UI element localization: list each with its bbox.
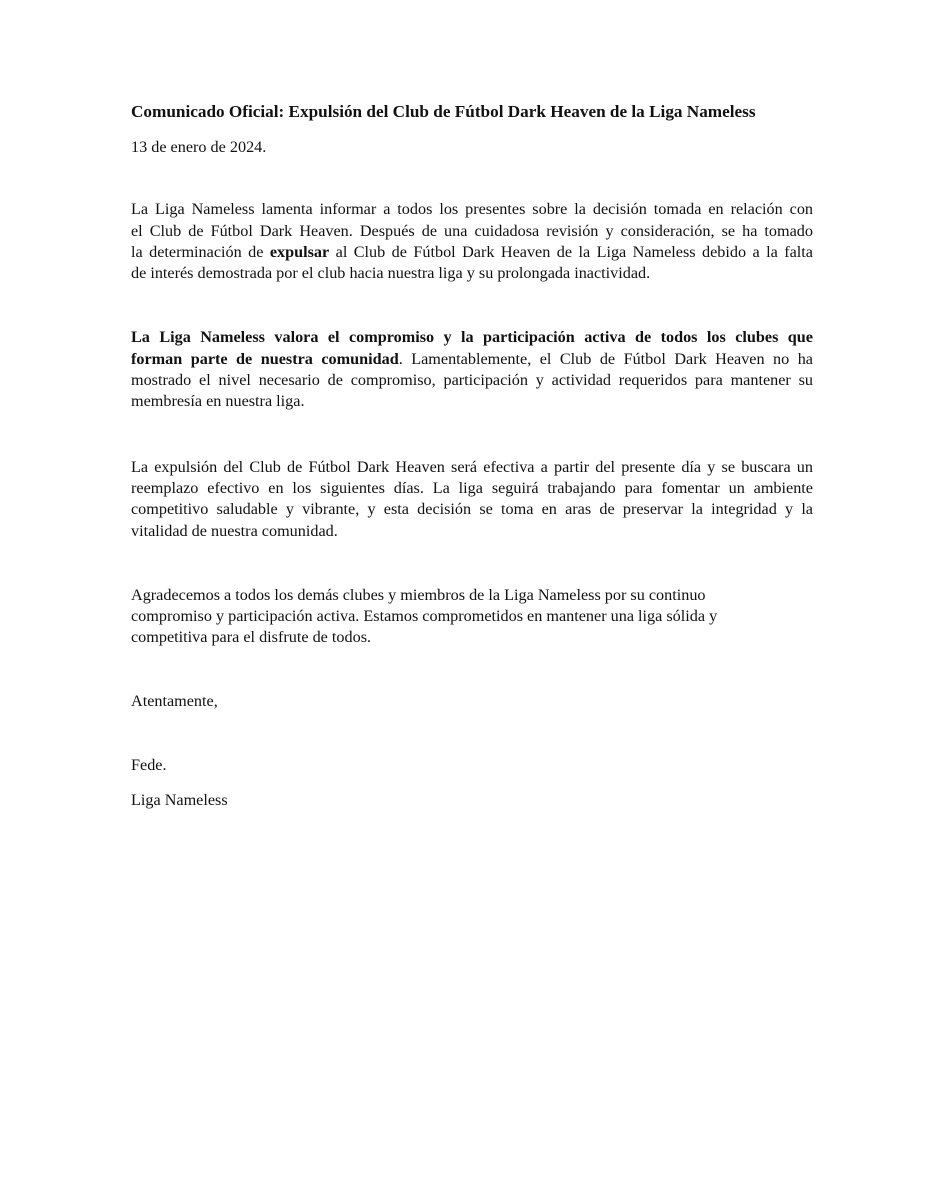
bold-text-expulsar: expulsar (269, 242, 330, 261)
document-title: Comunicado Oficial: Expulsión del Club de Fútbol Dark Heaven de la Liga Nameless (131, 102, 756, 121)
paragraph-line: competitiva para el disfrute de todos. (131, 628, 372, 647)
signature-name: Fede. (131, 756, 167, 775)
document-date: 13 de enero de 2024. (131, 138, 267, 156)
paragraph-line: membresía en nuestra liga. (131, 392, 305, 411)
text-run: al Club de Fútbol Dark Heaven de la Liga Nameless debido a la falta (329, 242, 813, 261)
paragraph-effective (131, 457, 813, 542)
paragraph-line: compromiso y participación activa. Estamos comprometidos en mantener una liga sólida y (131, 607, 718, 626)
paragraph-line: Agradecemos a todos los demás clubes y miembros de la Liga Nameless por su continuo (131, 585, 706, 604)
paragraph-line: el Club de Fútbol Dark Heaven. Después de una cuidadosa revisión y consideración, se ha tomado (131, 221, 813, 240)
document-body (131, 100, 813, 812)
paragraph-line: La Liga Nameless lamenta informar a todos los presentes sobre la decisión tomada en relación con (131, 200, 813, 219)
paragraph-line (131, 242, 813, 263)
paragraph-line: vitalidad de nuestra comunidad. (131, 521, 338, 540)
paragraph-commitment (131, 327, 813, 412)
text-run: la determinación de (131, 242, 270, 261)
paragraph-line: competitivo saludable y vibrante, y esta decisión se toma en aras de preservar la integridad y la (131, 500, 813, 519)
paragraph-thanks (131, 585, 813, 649)
bold-text-statement-end: forman parte de nuestra comunidad (131, 349, 399, 368)
signature-organization: Liga Nameless (131, 791, 228, 810)
paragraph-line (131, 327, 813, 348)
paragraph-line: reemplazo efectivo en los siguientes días. La liga seguirá trabajando para fomentar un ambiente (131, 478, 813, 497)
paragraph-line (131, 349, 813, 370)
text-run: . Lamentablemente, el Club de Fútbol Dark Heaven no ha (398, 349, 813, 368)
paragraph-line: La expulsión del Club de Fútbol Dark Heaven será efectiva a partir del presente día y se buscara un (131, 457, 813, 476)
paragraph-line: de interés demostrada por el club hacia nuestra liga y su prolongada inactividad. (131, 264, 651, 283)
closing-salutation: Atentamente, (131, 691, 218, 710)
paragraph-announcement (131, 199, 813, 284)
bold-text-statement: La Liga Nameless valora el compromiso y la participación activa de todos los clubes que (131, 328, 813, 347)
paragraph-line: mostrado el nivel necesario de compromiso, participación y actividad requeridos para mantener su (131, 371, 813, 390)
